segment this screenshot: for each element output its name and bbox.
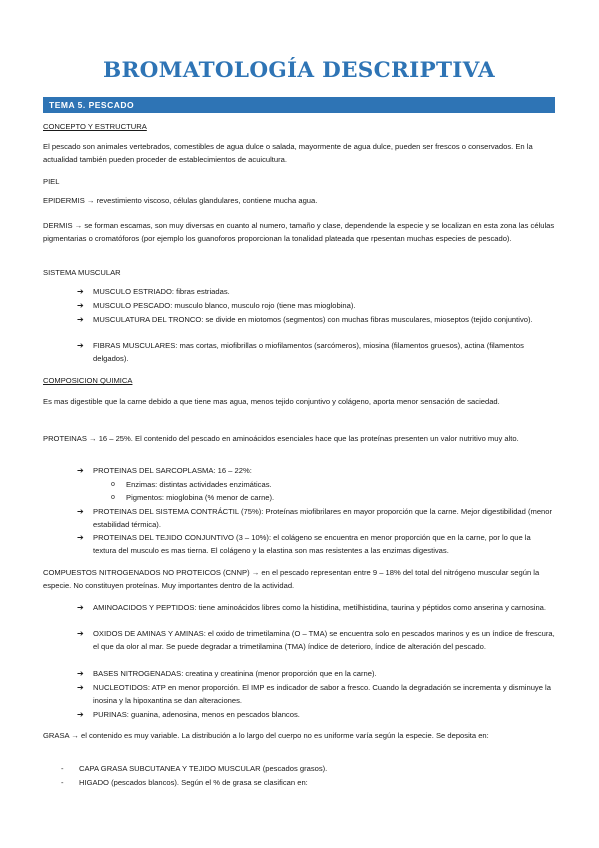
arrow-bullet-icon: ➔ (77, 533, 84, 542)
list-item: ➔ MUSCULO ESTRIADO: fibras estriadas. (77, 287, 230, 296)
paragraph-cnnp: COMPUESTOS NITROGENADOS NO PROTEICOS (CNNP) → en el pescado representan entre 9 – 18% del total del nitrógeno muscular según la especie. No constituyen proteínas. Muy importantes dentro de la actividad. (43, 568, 540, 590)
list-item: ➔ AMINOACIDOS Y PEPTIDOS: tiene aminoácidos libres como la histidina, metilhistidina, taurina y péptidos como anserina y carnosina. (77, 603, 547, 612)
paragraph-concepto: El pescado son animales vertebrados, comestibles de agua dulce o salada, mayormente de agua dulce, pueden ser frescos o conservados. En la actualidad también pueden proceder de establecimientos de acuicultura. (43, 142, 533, 164)
list-item: ➔ PROTEINAS DEL SARCOPLASMA: 16 – 22%: (77, 466, 252, 475)
sub-list-item: o Pigmentos: mioglobina (% menor de carne). (111, 493, 275, 502)
circle-bullet-icon: o (111, 481, 115, 488)
dash-bullet-icon: - (61, 764, 64, 773)
dash-list-item: - HIGADO (pescados blancos). Según el % de grasa se clasifican en: (61, 778, 308, 787)
list-item: ➔ OXIDOS DE AMINAS Y AMINAS: el oxido de trimetilamina (O – TMA) se encuentra solo en pescados marinos y es un índice de frescura, el que da olor al mar. Se puede degradar a trimetilamina (TMA) índice de deterioro, índice de alteración del pescado. (77, 629, 555, 651)
arrow-bullet-icon: ➔ (77, 669, 84, 678)
document-title: BROMATOLOGÍA DESCRIPTIVA (103, 58, 495, 83)
arrow-bullet-icon: ➔ (77, 466, 84, 475)
arrow-bullet-icon: ➔ (77, 629, 84, 638)
sub-list-item: o Enzimas: distintas actividades enzimáticas. (111, 480, 272, 489)
section-heading-composicion: COMPOSICION QUIMICA (43, 376, 133, 385)
circle-bullet-icon: o (111, 494, 115, 501)
paragraph-grasa: GRASA → el contenido es muy variable. La distribución a lo largo del cuerpo no es uniforme varía según la especie. Se deposita en: (43, 731, 489, 740)
list-item: ➔ PROTEINAS DEL SISTEMA CONTRÁCTIL (75%): Proteínas miofibrilares en mayor proporción que la carne. Mejor digestibilidad (menor estabilidad térmica). (77, 507, 553, 529)
arrow-bullet-icon: ➔ (77, 507, 84, 516)
list-item: ➔ MUSCULO PESCADO: musculo blanco, musculo rojo (tiene mas mioglobina). (77, 301, 356, 310)
heading-sistema-muscular: SISTEMA MUSCULAR (43, 268, 121, 277)
arrow-bullet-icon: ➔ (77, 301, 84, 310)
dash-list-item: - CAPA GRASA SUBCUTANEA Y TEJIDO MUSCULAR (pescados grasos). (61, 764, 328, 773)
arrow-bullet-icon: ➔ (77, 315, 84, 324)
arrow-bullet-icon: ➔ (77, 710, 84, 719)
list-item: ➔ PROTEINAS DEL TEJIDO CONJUNTIVO (3 – 10%): el colágeno se encuentra en menor proporción que en la carne, por lo que la textura del musculo es mas tierna. El colágeno y la elastina son mas resistentes a las enzimas digestivas. (77, 533, 531, 555)
heading-piel: PIEL (43, 177, 60, 186)
list-item: ➔ PURINAS: guanina, adenosina, menos en pescados blancos. (77, 710, 300, 719)
arrow-bullet-icon: ➔ (77, 683, 84, 692)
dash-bullet-icon: - (61, 778, 64, 787)
arrow-bullet-icon: ➔ (77, 603, 84, 612)
paragraph-dermis: DERMIS → se forman escamas, son muy diversas en cuanto al numero, tamaño y clase, dependende la especie y se localizan en esta zona las células pigmentarias o cromatóforos (por ejemplo los guanoforos proporcionan la tonalidad plateada que rpesentan muchas especies de pescado). (43, 221, 555, 243)
paragraph-composicion: Es mas digestible que la carne debido a que tiene mas agua, menos tejido conjuntivo y colágeno, aporta menor sensación de saciedad. (43, 397, 500, 406)
arrow-bullet-icon: ➔ (77, 341, 84, 350)
list-item: ➔ FIBRAS MUSCULARES: mas cortas, miofibrillas o miofilamentos (sarcómeros), miosina (filamentos gruesos), actina (filamentos delgados). (77, 341, 524, 363)
paragraph-epidermis: EPIDERMIS → revestimiento viscoso, células glandulares, contiene mucha agua. (43, 196, 318, 205)
list-item: ➔ BASES NITROGENADAS: creatina y creatinina (menor proporción que en la carne). (77, 669, 377, 678)
chapter-heading: TEMA 5. PESCADO (43, 97, 555, 113)
arrow-bullet-icon: ➔ (77, 287, 84, 296)
paragraph-proteinas: PROTEINAS → 16 – 25%. El contenido del pescado en aminoácidos esenciales hace que las proteínas presenten un valor nutritivo muy alto. (43, 434, 519, 443)
list-item: ➔ MUSCULATURA DEL TRONCO: se divide en miotomos (segmentos) con muchas fibras musculares, mioseptos (tejido conjuntivo). (77, 315, 533, 324)
section-heading-concepto: CONCEPTO Y ESTRUCTURA (43, 122, 147, 131)
list-item: ➔ NUCLEOTIDOS: ATP en menor proporción. El IMP es indicador de sabor a fresco. Cuando la degradación se incrementa y disminuye la inosina y la hipoxantina se dan alteraciones. (77, 683, 551, 705)
